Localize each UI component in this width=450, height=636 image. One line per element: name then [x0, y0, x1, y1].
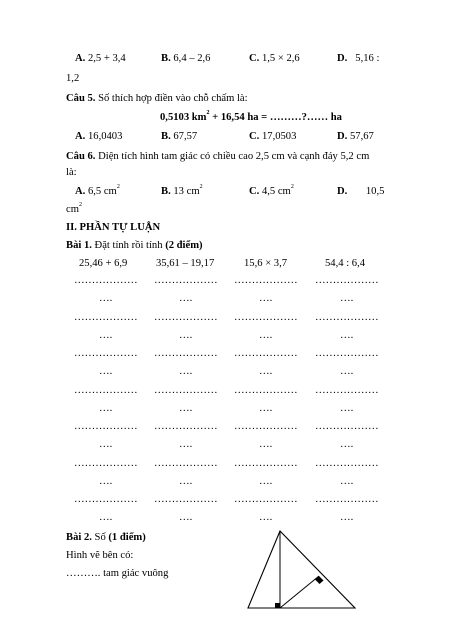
answer-dots-long: ………………: [234, 421, 298, 432]
q4-option-d: D. 5,16 :: [337, 53, 380, 64]
answer-dots-long: ………………: [234, 494, 298, 505]
q5-option-b: B. 67,57: [161, 131, 198, 142]
answer-dots-long: ………………: [315, 384, 379, 396]
answer-dots-long: ………………: [74, 384, 138, 396]
answer-dots-long: ………………: [154, 421, 218, 432]
answer-dots-long: ………………: [74, 494, 138, 505]
bai1-expression-4: 54,4 : 6,4: [325, 258, 366, 269]
perpendicular-line: [280, 576, 319, 608]
answer-dots-short: ….: [99, 475, 113, 487]
answer-dots-short: ….: [259, 475, 273, 487]
answer-dots-short: ….: [179, 512, 193, 523]
bai1-expression-2: 35,61 – 19,17: [156, 258, 215, 269]
q6-option-d-wrap: $cm^2$: [66, 202, 82, 215]
answer-dots-long: ………………: [234, 457, 298, 469]
answer-dots-short: ….: [340, 512, 354, 523]
q4-option-b: B. 6,4 – 2,6: [161, 53, 211, 64]
answer-dots-long: ………………: [315, 494, 379, 505]
answer-dots-long: ………………: [74, 348, 138, 359]
answer-dots-short: ….: [340, 329, 354, 341]
q6-option-b: B. 13 $cm^2$: [161, 184, 203, 197]
q4-option-a: A. 2,5 + 3,4: [75, 53, 126, 64]
answer-dots-long: ………………: [315, 348, 379, 359]
q5-option-d: D. 57,67: [337, 131, 374, 142]
answer-dots-short: ….: [340, 366, 354, 377]
answer-dots-long: ………………: [234, 348, 298, 359]
q6-prompt: Câu 6. Diện tích hình tam giác có chiều cao 2,5 cm và cạnh đáy 5,2 cm: [66, 151, 370, 162]
answer-dots-short: ….: [179, 439, 193, 450]
answer-dots-short: ….: [340, 475, 354, 487]
bai2-prompt: Bài 2. Số (1 điểm): [66, 532, 146, 543]
answer-dots-short: ….: [259, 512, 273, 523]
answer-dots-short: ….: [179, 402, 193, 414]
triangle-figure: [240, 528, 365, 612]
section-title: II. PHẦN TỰ LUẬN: [66, 222, 161, 233]
answer-dots-short: ….: [99, 402, 113, 414]
answer-dots-long: ………………: [154, 311, 218, 323]
bai1-prompt: Bài 1. Đặt tính rồi tính (2 điểm): [66, 240, 203, 251]
answer-dots-long: ………………: [234, 384, 298, 396]
answer-dots-long: ………………: [154, 275, 218, 286]
answer-dots-short: ….: [99, 512, 113, 523]
answer-dots-long: ………………: [234, 275, 298, 286]
q6-option-d: D. 10,5: [337, 186, 385, 197]
answer-dots-short: ….: [179, 475, 193, 487]
answer-dots-long: ………………: [315, 275, 379, 286]
answer-dots-short: ….: [259, 439, 273, 450]
answer-dots-long: ………………: [154, 384, 218, 396]
answer-dots-short: ….: [179, 293, 193, 304]
answer-dots-long: ………………: [315, 421, 379, 432]
answer-dots-long: ………………: [74, 311, 138, 323]
answer-dots-long: ………………: [234, 311, 298, 323]
right-angle-mark-bottom: [275, 603, 280, 608]
q5-option-c: C. 17,0503: [249, 131, 297, 142]
answer-dots-long: ………………: [74, 275, 138, 286]
right-angle-mark-side: [315, 576, 324, 584]
answer-dots-long: ………………: [315, 311, 379, 323]
answer-dots-short: ….: [99, 366, 113, 377]
q4-option-d-wrap: 1,2: [66, 73, 80, 84]
answer-dots-short: ….: [99, 329, 113, 341]
answer-dots-long: ………………: [154, 457, 218, 469]
answer-dots-long: ………………: [74, 421, 138, 432]
bai2-line-1: Hình vẽ bên có:: [66, 550, 134, 561]
bai1-expression-3: 15,6 × 3,7: [244, 258, 288, 269]
q5-prompt: Câu 5. Số thích hợp điền vào chỗ chấm là:: [66, 93, 248, 104]
answer-dots-short: ….: [259, 293, 273, 304]
q6-option-c: C. 4,5 $cm^2$: [249, 184, 294, 197]
answer-dots-short: ….: [259, 402, 273, 414]
q5-equation: 0,5103 $km^2 + 16,54$ ha = ………?…… ha: [160, 110, 342, 123]
answer-dots-long: ………………: [154, 348, 218, 359]
answer-dots-long: ………………: [315, 457, 379, 469]
q5-option-a: A. 16,0403: [75, 131, 123, 142]
answer-dots-short: ….: [259, 366, 273, 377]
q6-prompt-wrap: là:: [66, 167, 77, 178]
answer-dots-short: ….: [340, 293, 354, 304]
outer-triangle: [248, 531, 355, 608]
answer-dots-short: ….: [99, 439, 113, 450]
q6-option-a: A. 6,5 $cm^2$: [75, 184, 120, 197]
bai2-line-2: ………. tam giác vuông: [66, 568, 169, 579]
q4-option-c: C. 1,5 × 2,6: [249, 53, 300, 64]
answer-dots-short: ….: [99, 293, 113, 304]
answer-dots-short: ….: [340, 439, 354, 450]
answer-dots-short: ….: [179, 329, 193, 341]
answer-dots-short: ….: [179, 366, 193, 377]
answer-dots-short: ….: [340, 402, 354, 414]
answer-dots-long: ………………: [154, 494, 218, 505]
answer-dots-short: ….: [259, 329, 273, 341]
answer-dots-long: ………………: [74, 457, 138, 469]
bai1-expression-1: 25,46 + 6,9: [79, 258, 128, 269]
